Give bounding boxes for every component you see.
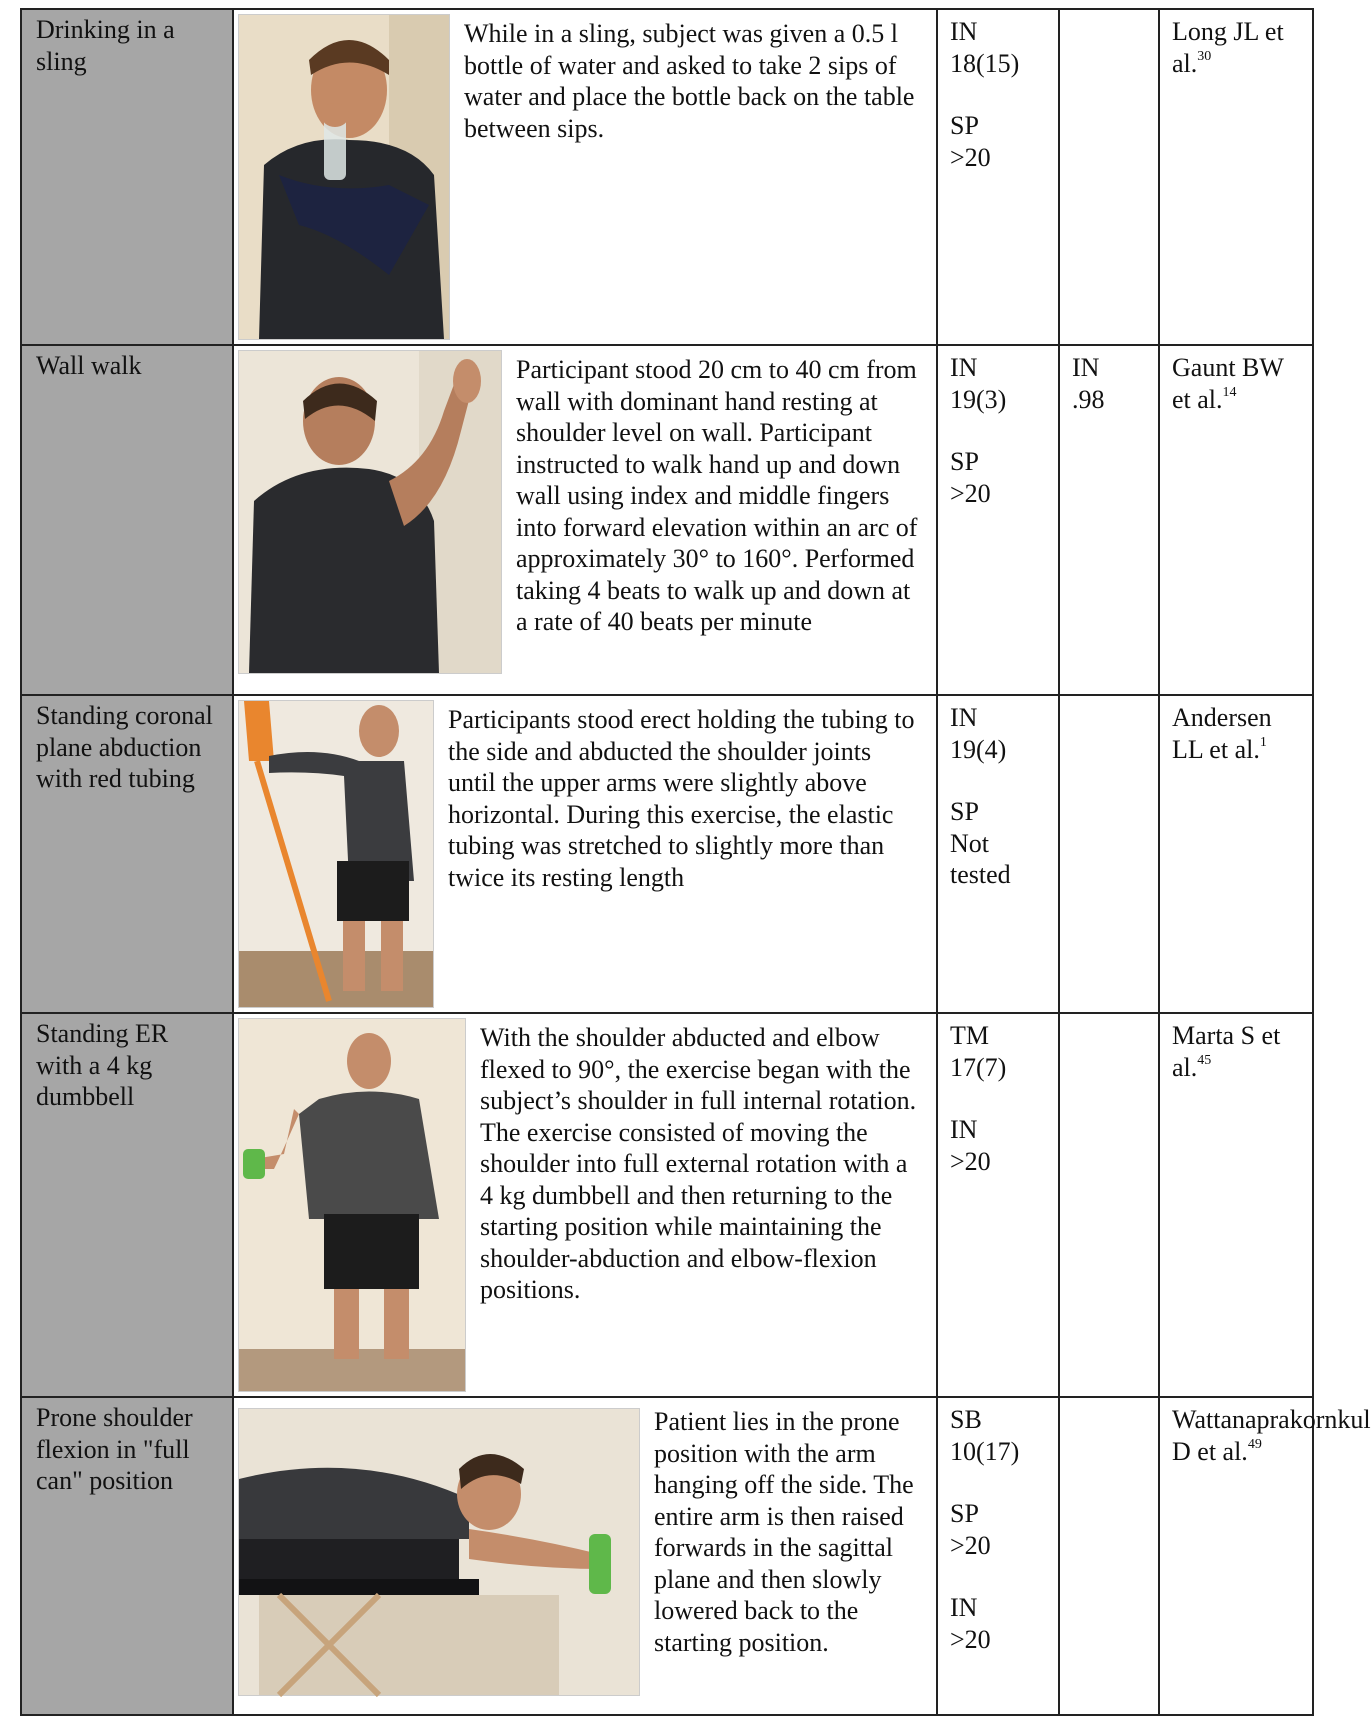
exercise-photo <box>238 1408 640 1696</box>
reference <box>1159 9 1313 345</box>
reference-number: 45 <box>1197 1052 1212 1068</box>
exercise-description: Participants stood erect holding the tubing to the side and abducted the shoulder joints until the upper arms were slightly above horizontal. During this exercise, the elastic tubing was stretched to slightly more than twice its resting length <box>448 705 915 892</box>
metric-value: 19(3) <box>950 384 1007 414</box>
table-row <box>21 695 1313 1013</box>
icc-cell <box>1059 695 1159 1013</box>
metric-value: Not tested <box>950 828 1011 889</box>
table-row <box>21 1013 1313 1397</box>
table-row <box>21 1397 1313 1715</box>
icc-cell <box>1059 9 1159 345</box>
reference-text: Andersen LL et al. <box>1172 703 1272 764</box>
test-metrics <box>937 695 1059 1013</box>
reference-text: Marta S et al. <box>1172 1021 1281 1082</box>
metric-value: 17(7) <box>950 1052 1007 1082</box>
exercise-name: Prone shoulder flexion in "full can" position <box>21 1397 233 1715</box>
metric-value: 18(15) <box>950 48 1020 78</box>
metric-value: >20 <box>950 142 991 172</box>
icc-label: IN <box>1072 353 1100 382</box>
reference <box>1159 695 1313 1013</box>
metric-label: SP <box>950 111 979 140</box>
exercise-name: Standing coronal plane abduction with red tubing <box>21 695 233 1013</box>
exercise-photo <box>238 14 450 340</box>
metric-value: 10(17) <box>950 1436 1020 1466</box>
metric-label: SP <box>950 797 979 826</box>
icc-cell <box>1059 1013 1159 1397</box>
test-metrics <box>937 9 1059 345</box>
reference-number: 1 <box>1259 734 1267 750</box>
metric-value: >20 <box>950 1146 991 1176</box>
reference <box>1159 345 1313 695</box>
metric-label: SB <box>950 1405 982 1434</box>
metric-value: >20 <box>950 1530 991 1560</box>
reference-number: 30 <box>1197 48 1212 64</box>
exercise-name: Drinking in a sling <box>21 9 233 345</box>
exercise-name: Wall walk <box>21 345 233 695</box>
exercise-photo <box>238 1018 466 1392</box>
reference <box>1159 1397 1371 1715</box>
exercise-photo <box>238 700 434 1008</box>
icc-cell <box>1059 345 1159 695</box>
reference <box>1159 1013 1313 1397</box>
icc-value: .98 <box>1072 384 1105 414</box>
metric-value: >20 <box>950 1624 991 1654</box>
metric-label: IN <box>950 1593 978 1622</box>
exercise-table <box>20 8 1371 1716</box>
test-metrics <box>937 1013 1059 1397</box>
metric-label: SP <box>950 1499 979 1528</box>
exercise-description: Patient lies in the prone position with the arm hanging off the side. The entire arm is then raised forwards in the sagittal plane and then slowly lowered back to the starting position. <box>654 1407 914 1657</box>
icc-cell <box>1059 1397 1159 1715</box>
metric-label: IN <box>950 353 978 382</box>
metric-label: SP <box>950 447 979 476</box>
metric-value: >20 <box>950 478 991 508</box>
exercise-description: While in a sling, subject was given a 0.5 l bottle of water and asked to take 2 sips of water and place the bottle back on the table between sips. <box>464 19 915 143</box>
test-metrics <box>937 1397 1059 1715</box>
table-row <box>21 345 1313 695</box>
reference-number: 14 <box>1222 384 1237 400</box>
exercise-description: With the shoulder abducted and elbow flexed to 90°, the exercise began with the subject’s shoulder in full internal rotation. The exercise consisted of moving the shoulder into full external rotation with a 4 kg dumbbell and then returning to the starting position while maintaining the shoulder-abduction and elbow-flexion positions. <box>480 1023 917 1304</box>
table-row <box>21 9 1313 345</box>
reference-text: Wattanaprakornkul D et al. <box>1172 1405 1371 1466</box>
reference-text: Long JL et al. <box>1172 17 1284 78</box>
metric-label: IN <box>950 17 978 46</box>
metric-value: 19(4) <box>950 734 1007 764</box>
metric-label: IN <box>950 703 978 732</box>
exercise-photo <box>238 350 502 674</box>
test-metrics <box>937 345 1059 695</box>
metric-label: IN <box>950 1115 978 1144</box>
exercise-name: Standing ER with a 4 kg dumbbell <box>21 1013 233 1397</box>
reference-text: Gaunt BW et al. <box>1172 353 1284 414</box>
metric-label: TM <box>950 1021 989 1050</box>
reference-number: 49 <box>1247 1436 1262 1452</box>
exercise-description: Participant stood 20 cm to 40 cm from wall with dominant hand resting at shoulder level on wall. Participant instructed to walk hand up and down wall using index and middle fingers into forward elevation within an arc of approximately 30° to 160°. Performed taking 4 beats to walk up and down at a rate of 40 beats per minute <box>516 355 918 636</box>
